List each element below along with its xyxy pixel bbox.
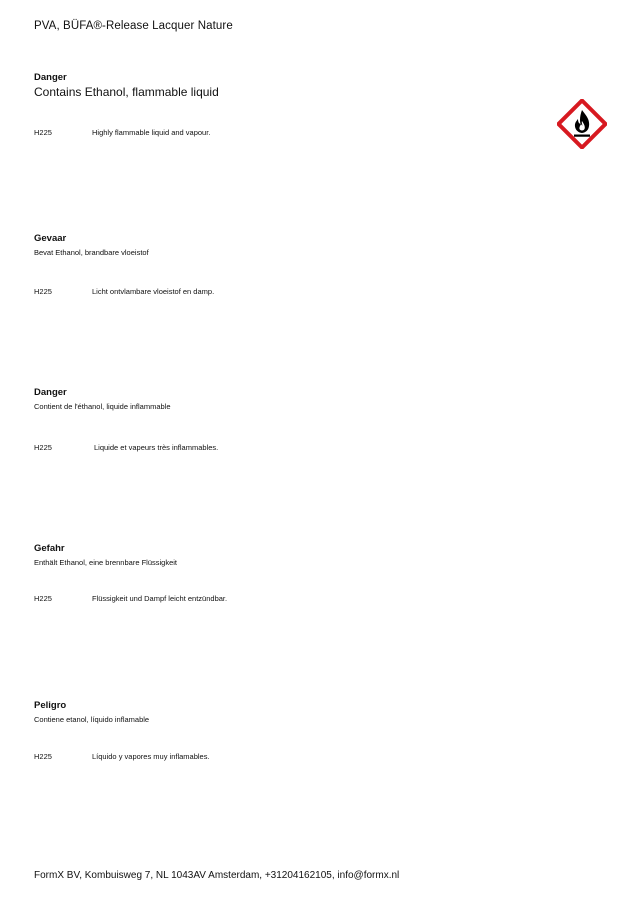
company-footer: FormX BV, Kombuisweg 7, NL 1043AV Amsterdam, +31204162105, info@formx.nl <box>34 870 400 881</box>
hazard-code: H225 <box>34 443 52 452</box>
signal-word: Gefahr <box>34 543 65 554</box>
signal-word: Danger <box>34 72 67 83</box>
hazard-code: H225 <box>34 752 52 761</box>
contains-statement: Contains Ethanol, flammable liquid <box>34 85 219 99</box>
label-section-german <box>34 543 554 603</box>
hazard-code: H225 <box>34 594 52 603</box>
hazard-statement: Líquido y vapores muy inflamables. <box>92 752 210 761</box>
contains-statement: Contiene etanol, líquido inflamable <box>34 715 150 724</box>
contains-statement: Contient de l'éthanol, liquide inflammable <box>34 402 171 411</box>
hazard-statement-row <box>34 287 214 297</box>
hazard-statement-row <box>34 128 210 138</box>
hazard-statement: Licht ontvlambare vloeistof en damp. <box>92 287 215 296</box>
hazard-code: H225 <box>34 128 52 137</box>
label-section-english <box>34 72 554 137</box>
hazard-statement-row <box>34 443 218 453</box>
signal-word: Peligro <box>34 700 67 711</box>
signal-word: Danger <box>34 387 67 398</box>
hazard-code: H225 <box>34 287 52 296</box>
signal-word: Gevaar <box>34 233 67 244</box>
flame-base-line <box>574 135 590 137</box>
hazard-statement: Flüssigkeit und Dampf leicht entzündbar. <box>92 594 228 603</box>
hazard-statement-row <box>34 594 227 604</box>
label-section-french <box>34 387 554 452</box>
label-section-dutch <box>34 233 554 296</box>
hazard-statement: Highly flammable liquid and vapour. <box>92 128 211 137</box>
hazard-statement: Liquide et vapeurs très inflammables. <box>94 443 219 452</box>
flame-ghs02-icon <box>557 99 607 149</box>
document-title: PVA, BÜFA®-Release Lacquer Nature <box>34 20 233 32</box>
hazard-statement-row <box>34 752 210 762</box>
contains-statement: Bevat Ethanol, brandbare vloeistof <box>34 248 149 257</box>
contains-statement: Enthält Ethanol, eine brennbare Flüssigkeit <box>34 558 178 567</box>
label-section-spanish <box>34 700 554 761</box>
